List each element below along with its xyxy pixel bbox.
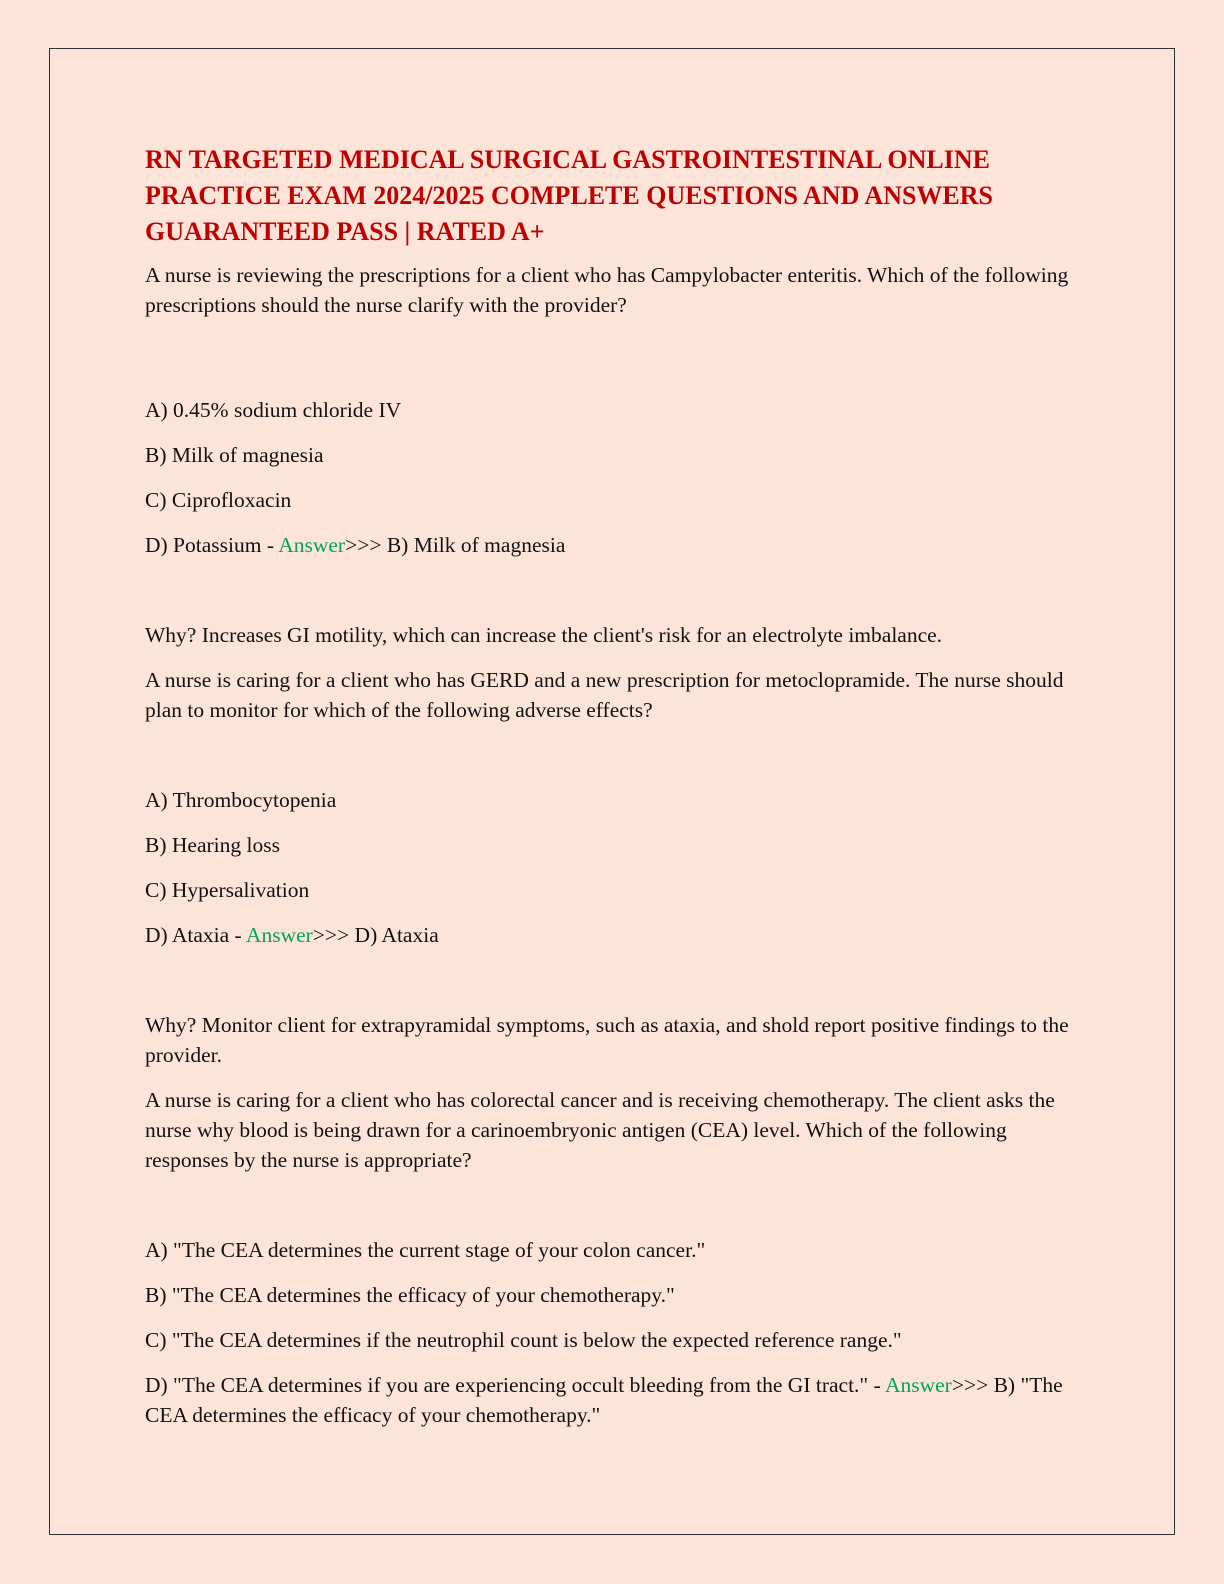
answer-label: Answer (884, 1373, 952, 1397)
document-body (145, 142, 1085, 1430)
q2-answer: >>> D) Ataxia (312, 923, 439, 947)
answer-label: Answer (278, 533, 346, 557)
question-1-stem: A nurse is reviewing the prescriptions for a client who has Campylobacter enteritis. Which of the following prescriptions should the nurse clarify with the provider? (145, 263, 1069, 317)
question-3-stem: A nurse is caring for a client who has colorectal cancer and is receiving chemotherapy. The client asks the nurse why blood is being drawn for a carinoembryonic antigen (CEA) level. Which of the following responses by the nurse is appropriate? (145, 1088, 1055, 1172)
q1-option-b: B) Milk of magnesia (145, 443, 324, 467)
q3-option-a: A) "The CEA determines the current stage of your colon cancer." (145, 1238, 706, 1262)
q2-option-d (145, 920, 1085, 950)
q1-rationale: Why? Increases GI motility, which can increase the client's risk for an electrolyte imbalance. (145, 623, 943, 647)
q2-option-b: B) Hearing loss (145, 833, 280, 857)
q1-option-a: A) 0.45% sodium chloride IV (145, 398, 402, 422)
answer-label: Answer (245, 923, 313, 947)
q2-rationale: Why? Monitor client for extrapyramidal symptoms, such as ataxia, and shold report positive findings to the provider. (145, 1013, 1069, 1067)
q3-answer: >>> B) "The CEA determines the efficacy of your chemotherapy." (145, 1373, 1063, 1427)
q3-option-d-text: D) "The CEA determines if you are experiencing occult bleeding from the GI tract." - (145, 1373, 885, 1397)
q1-option-d-text: D) Potassium - (145, 533, 279, 557)
q3-option-b: B) "The CEA determines the efficacy of your chemotherapy." (145, 1283, 675, 1307)
q2-option-c: C) Hypersalivation (145, 878, 310, 902)
q1-answer: >>> B) Milk of magnesia (345, 533, 566, 557)
q1-option-d (145, 530, 1085, 560)
q3-option-d (145, 1370, 1085, 1430)
q2-option-d-text: D) Ataxia - (145, 923, 246, 947)
q3-option-c: C) "The CEA determines if the neutrophil count is below the expected reference range." (145, 1328, 902, 1352)
q1-option-c: C) Ciprofloxacin (145, 488, 292, 512)
q2-option-a: A) Thrombocytopenia (145, 788, 337, 812)
document-title: RN TARGETED MEDICAL SURGICAL GASTROINTESTINAL ONLINE PRACTICE EXAM 2024/2025 COMPLETE QUESTIONS AND ANSWERS GUARANTEED PASS | RATED A+ (145, 145, 994, 246)
question-2-stem: A nurse is caring for a client who has GERD and a new prescription for metoclopramide. The nurse should plan to monitor for which of the following adverse effects? (145, 668, 1064, 722)
